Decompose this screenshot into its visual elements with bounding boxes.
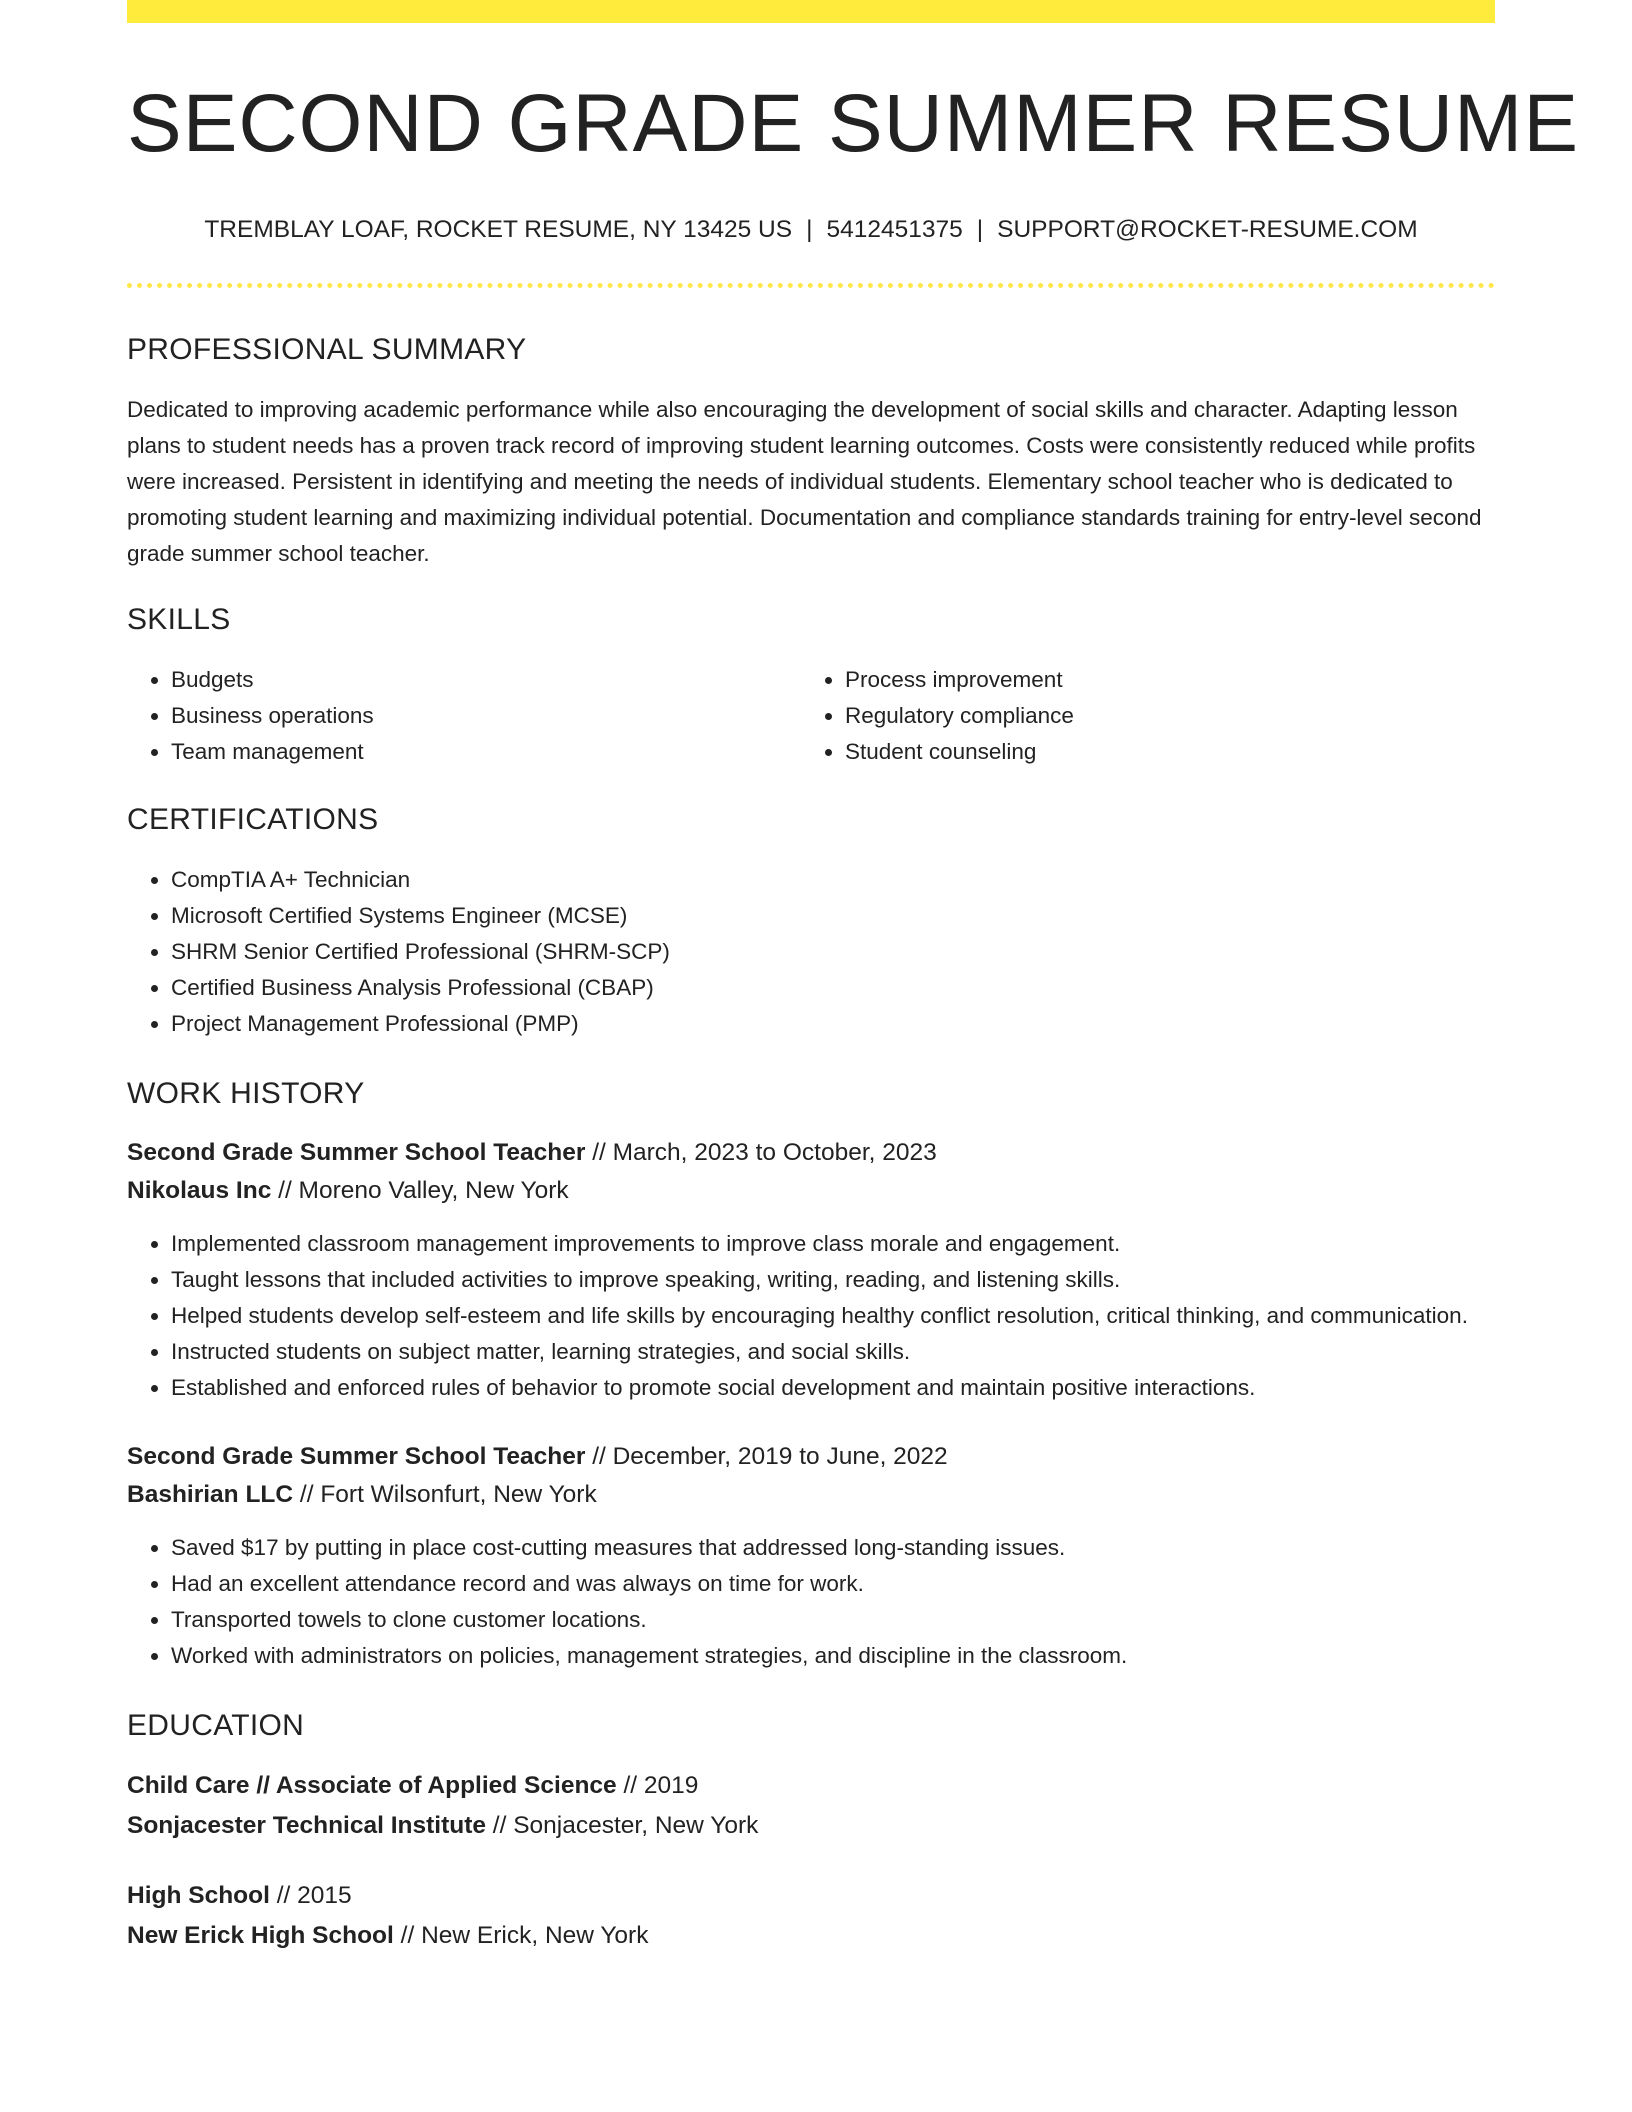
- job-title-line: [127, 1438, 1495, 1476]
- job-bullet: • Established and enforced rules of behavior to promote social development and maintain positive interactions.: [171, 1370, 1495, 1406]
- education-school-line: [127, 1916, 1495, 1956]
- education-year: // 2019: [616, 1771, 699, 1799]
- skills-column-left: [127, 662, 801, 770]
- job-bullet: • Worked with administrators on policies, management strategies, and discipline in the classroom.: [171, 1638, 1495, 1674]
- education-entry: [127, 1876, 1495, 1956]
- work-history-heading: WORK HISTORY: [127, 1076, 365, 1110]
- job-company: Nikolaus Inc: [127, 1176, 272, 1204]
- skill-item: • Regulatory compliance: [845, 698, 1475, 734]
- education-degree-line: [127, 1766, 1495, 1806]
- certifications-list: [127, 862, 1495, 1042]
- job-bullets: [127, 1530, 1495, 1674]
- header-divider: [127, 283, 1495, 288]
- contact-email: SUPPORT@ROCKET-RESUME.COM: [997, 216, 1418, 244]
- job-title: Second Grade Summer School Teacher: [127, 1138, 586, 1166]
- education-location: // Sonjacester, New York: [485, 1811, 759, 1839]
- contact-separator: |: [976, 216, 984, 244]
- skill-item: • Budgets: [171, 662, 801, 698]
- resume-page: [127, 0, 1580, 1956]
- contact-line: [127, 215, 1495, 244]
- job-dates: // March, 2023 to October, 2023: [585, 1138, 937, 1166]
- contact-separator: |: [806, 216, 813, 244]
- education-degree-line: [127, 1876, 1495, 1916]
- education-school: Sonjacester Technical Institute: [127, 1811, 486, 1839]
- job-entry: [127, 1134, 1495, 1406]
- job-bullet: • Helped students develop self-esteem and life skills by encouraging healthy conflict resolution, critical thinking, and communication.: [171, 1298, 1495, 1334]
- job-location: // Moreno Valley, New York: [271, 1176, 569, 1204]
- education-degree: High School: [127, 1881, 270, 1909]
- certification-item: • Project Management Professional (PMP): [171, 1006, 1495, 1042]
- certification-item: • CompTIA A+ Technician: [171, 862, 1495, 898]
- job-bullet: • Implemented classroom management improvements to improve class morale and engagement.: [171, 1226, 1495, 1262]
- job-company-line: [127, 1476, 1495, 1514]
- resume-title: SECOND GRADE SUMMER RESUME: [127, 78, 1580, 169]
- job-bullet: • Transported towels to clone customer locations.: [171, 1602, 1495, 1638]
- job-title: Second Grade Summer School Teacher: [127, 1442, 586, 1470]
- job-dates: // December, 2019 to June, 2022: [585, 1442, 948, 1470]
- skills-column-right: [801, 662, 1475, 770]
- certification-item: • SHRM Senior Certified Professional (SHRM-SCP): [171, 934, 1495, 970]
- job-bullet: • Taught lessons that included activities to improve speaking, writing, reading, and listening skills.: [171, 1262, 1495, 1298]
- summary-heading: PROFESSIONAL SUMMARY: [127, 332, 527, 366]
- education-school-line: [127, 1806, 1495, 1846]
- education-year: // 2015: [269, 1881, 352, 1909]
- skill-item: • Team management: [171, 734, 801, 770]
- job-location: // Fort Wilsonfurt, New York: [293, 1480, 597, 1508]
- skill-item: • Business operations: [171, 698, 801, 734]
- education-heading: EDUCATION: [127, 1708, 305, 1742]
- job-bullet: • Had an excellent attendance record and was always on time for work.: [171, 1566, 1495, 1602]
- contact-address: TREMBLAY LOAF, ROCKET RESUME, NY 13425 US: [204, 216, 793, 244]
- job-bullet: • Saved $17 by putting in place cost-cutting measures that addressed long-standing issues.: [171, 1530, 1495, 1566]
- job-title-line: [127, 1134, 1495, 1172]
- education-entry: [127, 1766, 1495, 1846]
- job-bullet: • Instructed students on subject matter, learning strategies, and social skills.: [171, 1334, 1495, 1370]
- skill-item: • Process improvement: [845, 662, 1475, 698]
- job-entry: [127, 1438, 1495, 1674]
- job-company-line: [127, 1172, 1495, 1210]
- certification-item: • Microsoft Certified Systems Engineer (MCSE): [171, 898, 1495, 934]
- certifications-heading: CERTIFICATIONS: [127, 802, 379, 836]
- contact-phone: 5412451375: [826, 216, 963, 244]
- summary-text: Dedicated to improving academic performance while also encouraging the development of social skills and character. Adapting lesson plans to student needs has a proven track record of improving student learning outcomes. Costs were consistently reduced while profits were increased. Persistent in identifying and meeting the needs of individual students. Elementary school teacher who is dedicated to promoting student learning and maximizing individual potential. Documentation and compliance standards training for entry-level second grade summer school teacher.: [127, 396, 1482, 566]
- skill-item: • Student counseling: [845, 734, 1475, 770]
- education-school: New Erick High School: [127, 1921, 394, 1949]
- top-accent-bar: [127, 0, 1495, 23]
- education-degree: Child Care // Associate of Applied Science: [127, 1771, 617, 1799]
- education-location: // New Erick, New York: [393, 1921, 649, 1949]
- job-company: Bashirian LLC: [127, 1480, 294, 1508]
- job-bullets: [127, 1226, 1495, 1406]
- skills-heading: SKILLS: [127, 602, 231, 636]
- skills-list: [127, 662, 1495, 770]
- certification-item: • Certified Business Analysis Professional (CBAP): [171, 970, 1495, 1006]
